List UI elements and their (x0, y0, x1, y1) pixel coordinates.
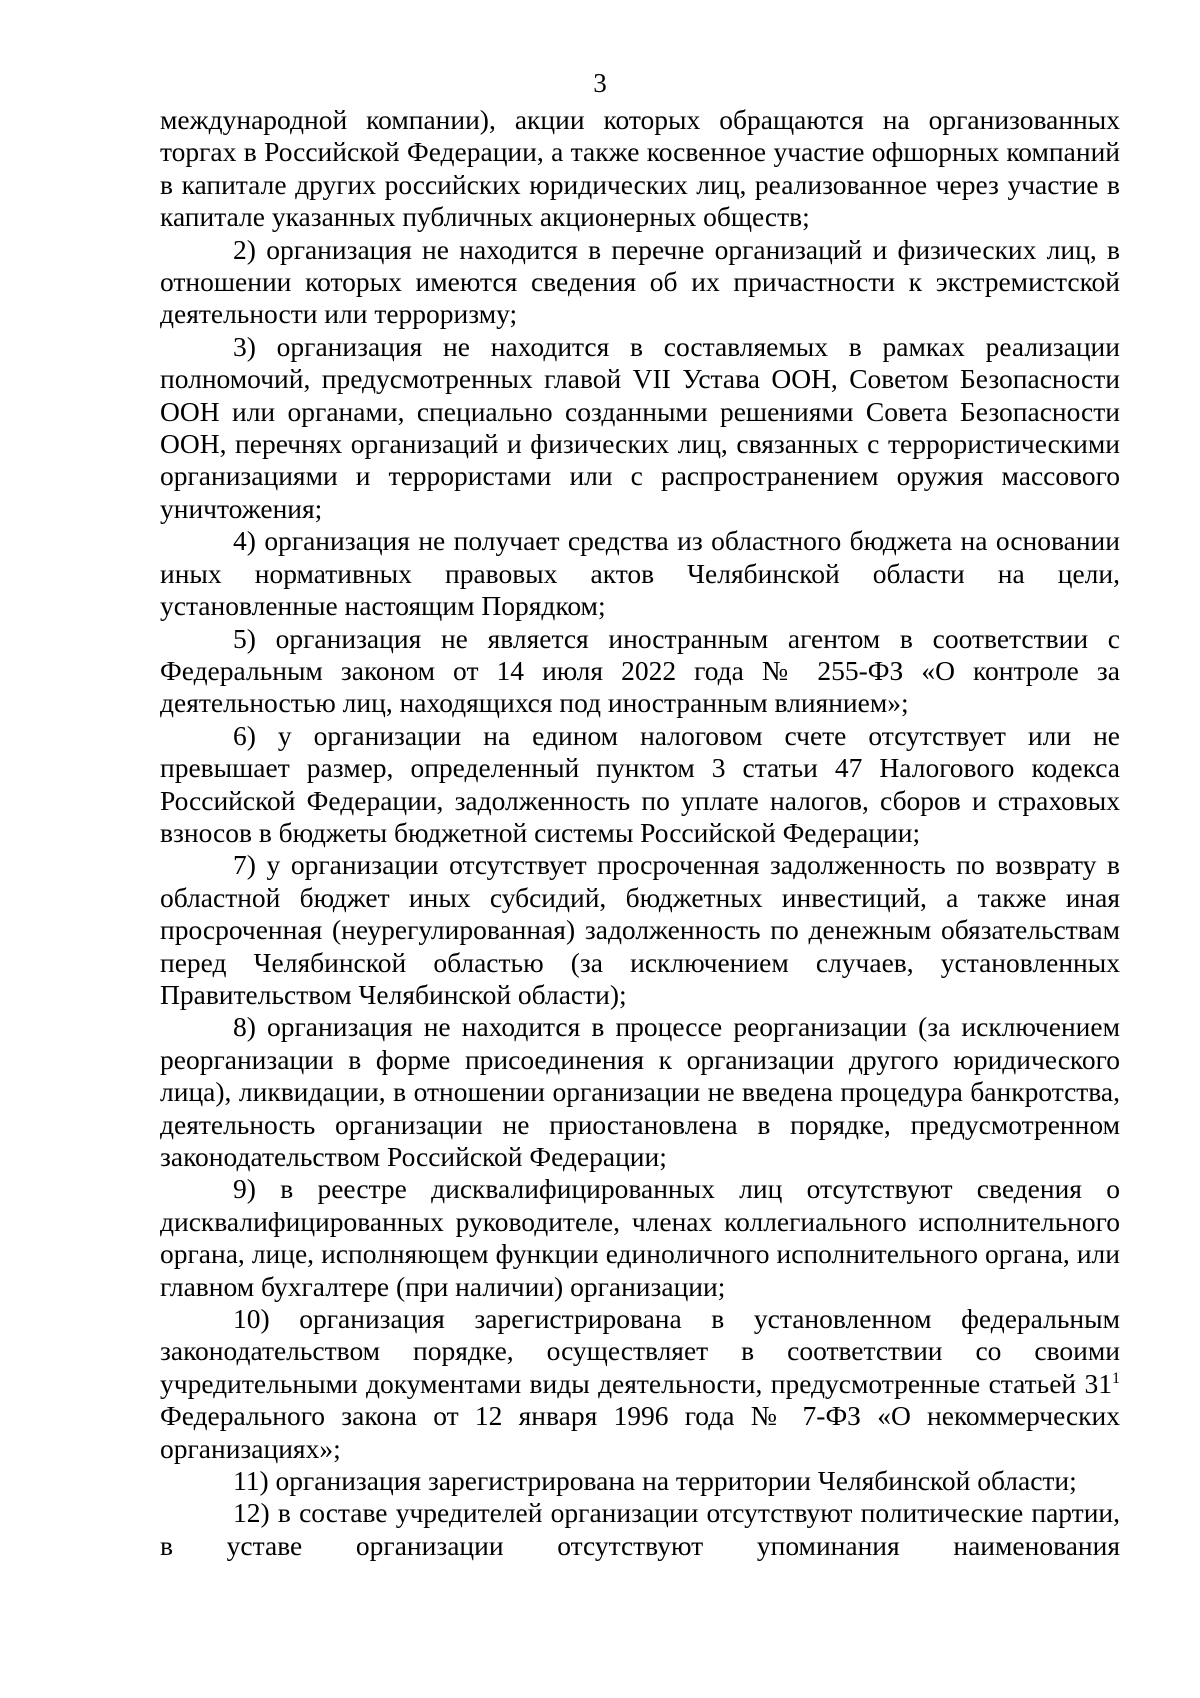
paragraph-item-2: 2) организация не находится в перечне организаций и физических лиц, в отношении которых имеются сведения об их причастности к экстремистской деятельности или терроризму; (160, 233, 1120, 330)
paragraph-item-7: 7) у организации отсутствует просроченная задолженность по возврату в областной бюджет иных субсидий, бюджетных инвестиций, а также иная просроченная (неурегулированная) задолженность по денежным обязательствам перед Челябинской областью (за исключением случаев, установленных Правительством Челябинской области); (160, 849, 1120, 1010)
paragraph-continuation: международной компании), акции которых обращаются на организованных торгах в Российской Федерации, а также косвенное участие офшорных компаний в капитале других российских юридических лиц, реализованное через участие в капитале указанных публичных акционерных обществ; (160, 104, 1120, 233)
paragraph-item-6: 6) у организации на едином налоговом счете отсутствует или не превышает размер, определенный пунктом 3 статьи 47 Налогового кодекса Российской Федерации, задолженность по уплате налогов, сборов и страховых взносов в бюджеты бюджетной системы Российской Федерации; (160, 719, 1120, 848)
paragraph-item-9: 9) в реестре дисквалифицированных лиц отсутствуют сведения о дисквалифицированных руководителе, членах коллегиального исполнительного органа, лице, исполняющем функции единоличного исполнительного органа, или главном бухгалтере (при наличии) организации; (160, 1173, 1120, 1302)
document-body (160, 104, 1120, 1562)
paragraph-item-10-text-after: Федерального закона от 12 января 1996 года № 7-ФЗ «О некоммерческих организациях»; (160, 1400, 1120, 1464)
page-number: 3 (593, 68, 607, 98)
paragraph-item-12: 12) в составе учредителей организации отсутствуют политические партии, в уставе организации отсутствуют упоминания наименования (160, 1497, 1120, 1561)
superscript-index: 1 (1112, 1369, 1120, 1387)
paragraph-item-4: 4) организация не получает средства из областного бюджета на основании иных нормативных правовых актов Челябинской области на цели, установленные настоящим Порядком; (160, 525, 1120, 622)
paragraph-item-8: 8) организация не находится в процессе реорганизации (за исключением реорганизации в форме присоединения к организации другого юридического лица), ликвидации, в отношении организации не введена процедура банкротства, деятельность организации не приостановлена в порядке, предусмотренном законодательством Российской Федерации; (160, 1011, 1120, 1172)
paragraph-item-10-text-before: 10) организация зарегистрирована в установленном федеральным законодательством порядке, осуществляет в соответствии со своими учредительными документами виды деятельности, предусмотренные статьей 31 (160, 1303, 1120, 1399)
paragraph-item-10 (160, 1303, 1120, 1465)
paragraph-item-11: 11) организация зарегистрирована на территории Челябинской области; (233, 1465, 1077, 1497)
paragraph-item-3: 3) организация не находится в составляемых в рамках реализации полномочий, предусмотренных главой VII Устава ООН, Советом Безопасности ООН или органами, специально созданными решениями Совета Безопасности ООН, перечнях организаций и физических лиц, связанных с террористическими организациями и террористами или с распространением оружия массового уничтожения; (160, 330, 1120, 524)
paragraph-item-5: 5) организация не является иностранным агентом в соответствии с Федеральным законом от 14 июля 2022 года № 255-ФЗ «О контроле за деятельностью лиц, находящихся под иностранным влиянием»; (160, 622, 1120, 719)
